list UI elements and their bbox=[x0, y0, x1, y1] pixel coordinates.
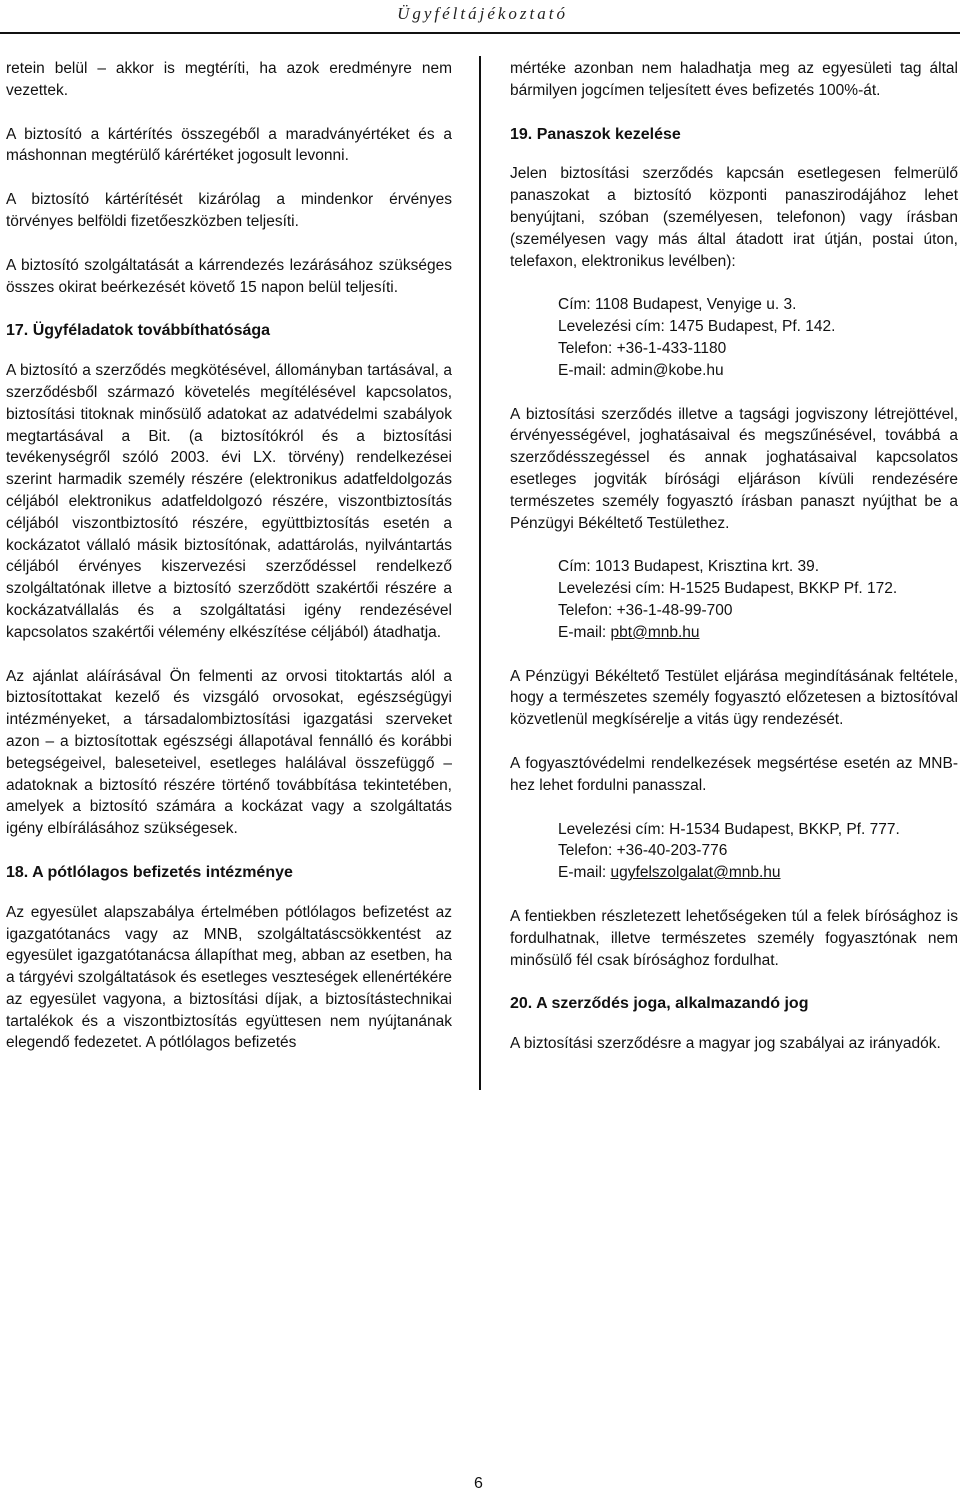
email-link[interactable]: pbt@mnb.hu bbox=[610, 623, 700, 641]
email-label: E-mail: bbox=[558, 864, 611, 882]
email-label: E-mail: bbox=[558, 623, 611, 641]
section-heading-17: 17. Ügyféladatok továbbíthatósága bbox=[6, 322, 271, 340]
paragraph: Az egyesület alapszabálya értelmében pótlólagos befizetést az igazgatótanács vagy az MNB, szolgáltatáscsökkentést az egyesület igazgatótanácsa állapíthat meg, abban az esetben, ha a tárgyévi szolgáltatások és esetleges veszteségek ellenértékére az egyesület vagyona, a biztosítási díjak, a biztosítástechnikai tartalékok és a viszontbiztosítás együttesen nem nyújtanának elegendő fedezetet. A pótlólagos befizetés bbox=[6, 903, 452, 1052]
paragraph: A biztosító kártérítését kizárólag a mindenkor érvényes törvényes belföldi fizetőeszközben teljesíti. bbox=[6, 191, 452, 230]
address-line: Telefon: +36-40-203-776 bbox=[558, 842, 728, 860]
page-number: 6 bbox=[474, 1475, 483, 1492]
paragraph: A biztosítási szerződés illetve a tagsági jogviszony létrejöttével, érvényességével, joghatásaival és megszűnésével, továbbá a szerződésszegéssel és annak joghatásaival kapcsolatos esetleges jogviták bírósági eljáráson kívüli rendezésére természetes személy fogyasztó írásban panaszt nyújthat be a Pénzügyi Békéltető Testülethez. bbox=[510, 405, 958, 532]
section-heading-19: 19. Panaszok kezelése bbox=[510, 125, 681, 143]
header-rule bbox=[0, 32, 960, 34]
right-column bbox=[510, 58, 958, 1077]
paragraph: A biztosító a kártérítés összegéből a maradványértéket és a máshonnan megtérülő kárértéket jogosult levonni. bbox=[6, 125, 452, 165]
address-line bbox=[558, 862, 958, 884]
paragraph: mértéke azonban nem haladhatja meg az egyesületi tag által bármilyen jogcímen teljesített éves befizetés 100%-át. bbox=[510, 60, 958, 99]
paragraph: Az ajánlat aláírásával Ön felmenti az orvosi titoktartás alól a biztosítottakat kezelő és vizsgáló orvosokat, egészségügyi intézményeket, a társadalombiztosítási igazgatási szerveket azon – a biztosítottak egészségi állapotával fennálló és korábbi betegségeivel, baleseteivel, esetleges halálával összefüggő – adatoknak a biztosító részére történő továbbítása tekintetében, amelyek a biztosító számára a kockázat vagy a szolgáltatás igény elbírálásához szükségesek. bbox=[6, 667, 452, 838]
address-line: Telefon: +36-1-433-1180 bbox=[558, 339, 727, 357]
paragraph: A fentiekben részletezett lehetőségeken túl a felek bírósághoz is fordulhatnak, illetve természetes személy fogyasztónak nem minősülő fél csak bírósághoz fordulhat. bbox=[510, 907, 958, 969]
address-line: Levelezési cím: H-1525 Budapest, BKKP Pf. 172. bbox=[558, 580, 898, 598]
paragraph: A fogyasztóvédelmi rendelkezések megsértése esetén az MNB-hez lehet fordulni panasszal. bbox=[510, 754, 958, 794]
address-line: Levelezési cím: H-1534 Budapest, BKKP, Pf. 777. bbox=[558, 820, 900, 838]
column-divider bbox=[479, 56, 481, 1090]
section-heading-18: 18. A pótlólagos befizetés intézménye bbox=[6, 863, 293, 881]
paragraph: retein belül – akkor is megtéríti, ha azok eredményre nem vezettek. bbox=[6, 60, 452, 99]
email-link[interactable]: ugyfelszolgalat@mnb.hu bbox=[610, 864, 781, 882]
address-line: Levelezési cím: 1475 Budapest, Pf. 142. bbox=[558, 318, 836, 336]
address-block-insurer bbox=[510, 294, 958, 381]
address-block-pbt bbox=[510, 556, 958, 643]
section-heading-20: 20. A szerződés joga, alkalmazandó jog bbox=[510, 995, 809, 1013]
address-line: Cím: 1013 Budapest, Krisztina krt. 39. bbox=[558, 558, 820, 576]
left-column bbox=[6, 58, 452, 1076]
address-line: Telefon: +36-1-48-99-700 bbox=[558, 601, 733, 619]
address-line bbox=[558, 622, 958, 644]
paragraph: A biztosítási szerződésre a magyar jog szabályai az irányadók. bbox=[510, 1035, 941, 1053]
paragraph: Jelen biztosítási szerződés kapcsán esetlegesen felmerülő panaszokat a biztosító központi panaszirodájához lehet benyújtani, szóban (személyesen, telefonon) vagy írásban (személyesen vagy más által átadott irat útján, postai úton, telefaxon, elektronikus levélben): bbox=[510, 165, 958, 270]
paragraph: A biztosító szolgáltatását a kárrendezés lezárásához szükséges összes okirat beérkezését követő 15 napon belül teljesíti. bbox=[6, 256, 452, 296]
paragraph: A Pénzügyi Békéltető Testület eljárása megindításának feltétele, hogy a természetes személy fogyasztó előzetesen a biztosítóval közvetlenül megkísérelje a vitás ügy rendezését. bbox=[510, 667, 958, 729]
address-block-mnb bbox=[510, 819, 958, 884]
paragraph: A biztosító a szerződés megkötésével, állományban tartásával, a szerződésből származó követelés megítélésével kapcsolatos, biztosítási titoknak minősülő adatokat az adatvédelmi szabályok megtartásával a Bit. (a biztosítókról és a biztosítási tevékenységről szóló 2003. évi LX. törvény) rendelkezései szerint harmadik személy részére (elektronikus adatfeldolgozás céljából elektronikus adatfeldolgozó részére, viszontbiztosítás céljából viszontbiztosító részére, együttbiztosítás esetén a kockázatot vállaló másik biztosítónak, adattárolás, nyilvántartás céljából érvényes kiszervezési szerződéssel rendelkező szolgáltatónak illetve a biztosító szerződött szakértői részére a kockázatvállalás és a szolgáltatási igény rendezésével kapcsolatos szakértői vélemény elkészítése céljából) átadhatja. bbox=[6, 362, 452, 641]
address-line: E-mail: admin@kobe.hu bbox=[558, 361, 724, 379]
running-header: Ügyféltájékoztató bbox=[397, 4, 568, 23]
address-line: Cím: 1108 Budapest, Venyige u. 3. bbox=[558, 296, 797, 314]
